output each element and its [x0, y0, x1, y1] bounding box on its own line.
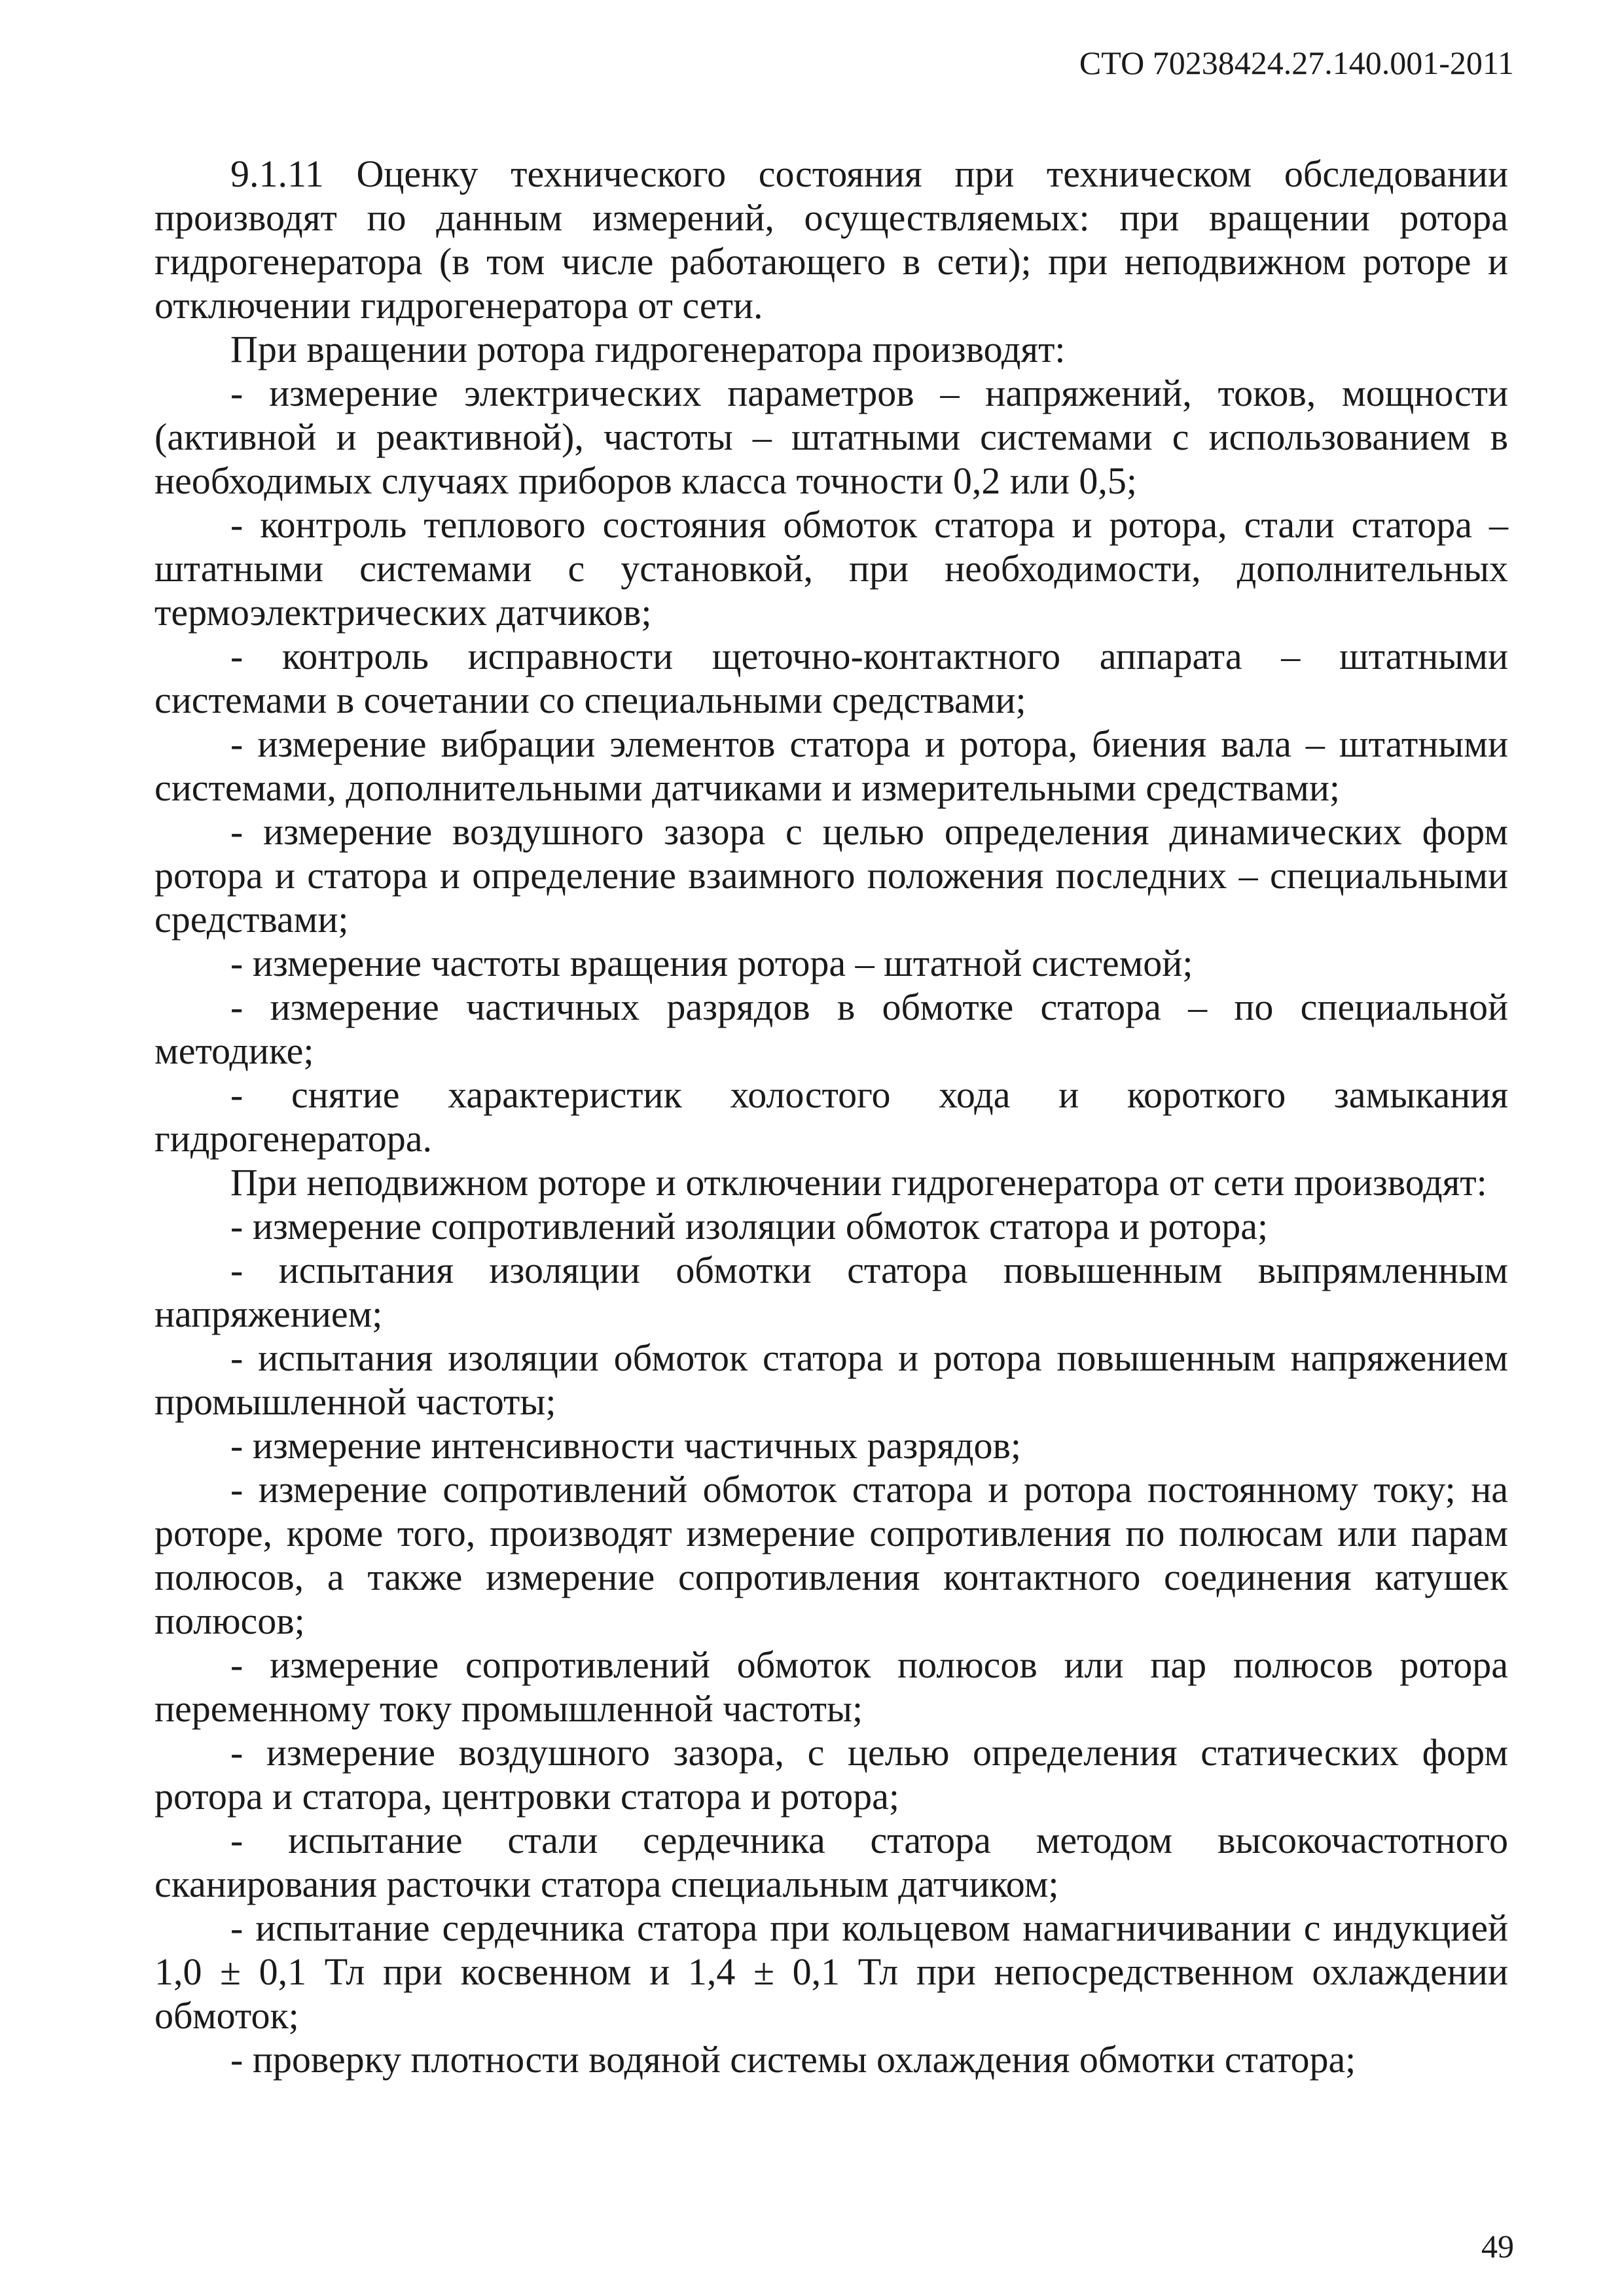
list-item: - контроль теплового состояния обмоток статора и ротора, стали статора – штатными системами с установкой, при необходимости, дополнительных термоэлектрических датчиков;: [154, 503, 1508, 634]
list-item: - измерение частичных разрядов в обмотке статора – по специальной методике;: [154, 986, 1508, 1072]
list-item: - испытания изоляции обмотки статора повышенным выпрямленным напряжением;: [154, 1249, 1508, 1335]
list-item: - контроль исправности щеточно-контактного аппарата – штатными системами в сочетании со специальными средствами;: [154, 635, 1508, 721]
list-item: - испытание стали сердечника статора методом высокочастотного сканирования расточки статора специальным датчиком;: [154, 1819, 1508, 1905]
list-item: - измерение сопротивлений обмоток полюсов или пар полюсов ротора переменному току промышленной частоты;: [154, 1643, 1508, 1730]
document-code-header: СТО 70238424.27.140.001-2011: [1079, 45, 1514, 81]
list-item: - измерение воздушного зазора, с целью определения статических форм ротора и статора, центровки статора и ротора;: [154, 1731, 1508, 1818]
list-item: - измерение сопротивлений обмоток статора и ротора постоянному току; на роторе, кроме того, производят измерение сопротивления по полюсам или парам полюсов, а также измерение сопротивления контактного соединения катушек полюсов;: [154, 1468, 1508, 1642]
paragraph-stationary-intro: При неподвижном роторе и отключении гидрогенератора от сети производят:: [230, 1161, 1487, 1204]
list-item: - измерение электрических параметров – напряжений, токов, мощности (активной и реактивной), частоты – штатными системами с использованием в необходимых случаях приборов класса точности 0,2 или 0,5;: [154, 372, 1508, 502]
page-number: 49: [1481, 2228, 1514, 2265]
list-item: - измерение воздушного зазора с целью определения динамических форм ротора и статора и определение взаимного положения последних – специальными средствами;: [154, 810, 1508, 941]
list-item: - измерение интенсивности частичных разрядов;: [230, 1424, 1022, 1467]
list-item: - испытания изоляции обмоток статора и ротора повышенным напряжением промышленной частоты;: [154, 1336, 1508, 1423]
list-item: - измерение частоты вращения ротора – штатной системой;: [230, 942, 1193, 984]
paragraph-9-1-11: 9.1.11 Оценку технического состояния при техническом обследовании производят по данным измерений, осуществляемых: при вращении ротора гидрогенератора (в том числе работающего в сети); при неподвижном роторе и отключении гидрогенератора от сети.: [154, 152, 1508, 327]
list-item: - измерение вибрации элементов статора и ротора, биения вала – штатными системами, дополнительными датчиками и измерительными средствами;: [154, 723, 1508, 809]
list-item: - снятие характеристик холостого хода и короткого замыкания гидрогенератора.: [154, 1073, 1508, 1160]
list-item: - проверку плотности водяной системы охлаждения обмотки статора;: [230, 2038, 1356, 2081]
list-item: - испытание сердечника статора при кольцевом намагничивании с индукцией 1,0 ± 0,1 Тл при косвенном и 1,4 ± 0,1 Тл при непосредственном охлаждении обмоток;: [154, 1907, 1508, 2037]
paragraph-rotating-intro: При вращении ротора гидрогенератора производят:: [230, 328, 1066, 370]
list-item: - измерение сопротивлений изоляции обмоток статора и ротора;: [230, 1205, 1269, 1247]
page-body: [154, 152, 1508, 2081]
